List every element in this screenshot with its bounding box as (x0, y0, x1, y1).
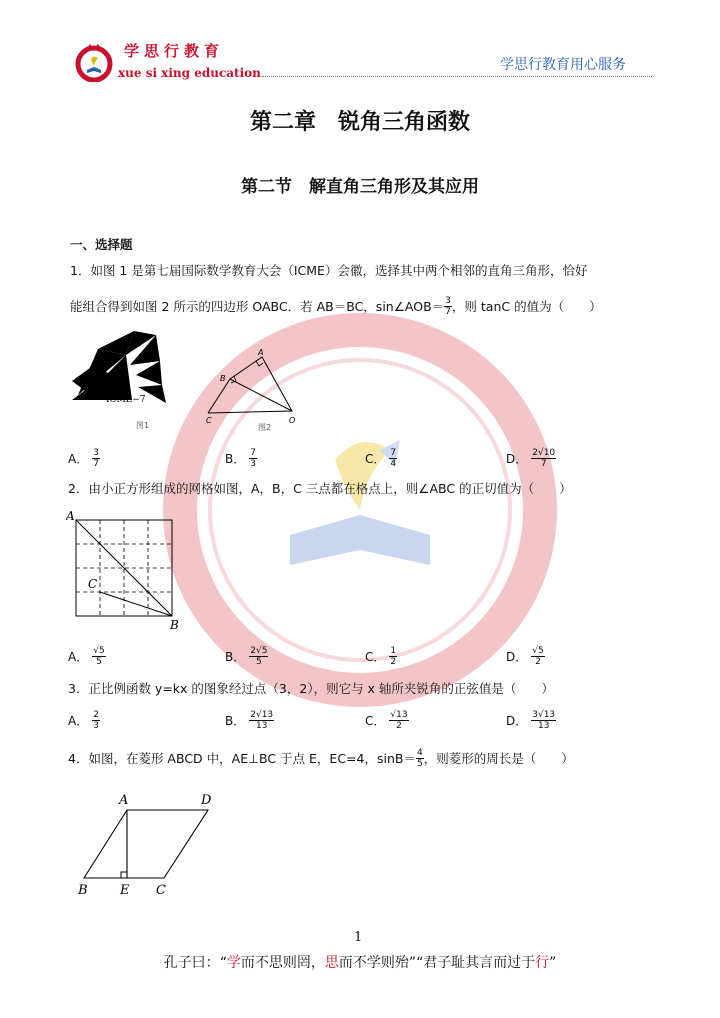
option-3a: A． $\frac{2}{3}$ (68, 710, 99, 731)
option-1d: D． $\frac{2√10}{7}$ (506, 448, 556, 469)
figure-rhombus (74, 790, 234, 902)
header-slogan: 学思行教育用心服务 (500, 57, 626, 73)
fraction: $\frac{3}{7}$ (445, 296, 451, 317)
page-number: 1 (354, 930, 363, 945)
point-a: A (258, 348, 264, 357)
grid-point-b: B (170, 618, 179, 632)
brand-name-en: xue si xing education (118, 66, 261, 80)
question-1-line1: 1．如图 1 是第七届国际数学教育大会（ICME）会徽，选择其中两个相邻的直角三角形，恰好 (70, 263, 588, 278)
rhombus-point-c: C (156, 883, 166, 898)
question-4 (68, 748, 574, 769)
header-divider (262, 76, 652, 77)
grid-point-c: C (88, 577, 98, 591)
brand-name-cn: 学思行教育 (124, 42, 225, 60)
option-3b: B． $\frac{2√13}{13}$ (225, 710, 274, 731)
question-1-line2 (70, 296, 602, 317)
option-1a: A． $\frac{3}{7}$ (68, 448, 99, 469)
figure-1-caption: ICME−7 (106, 395, 146, 405)
figure-grid (66, 508, 184, 632)
option-2d: D． $\frac{√5}{2}$ (506, 646, 544, 667)
option-2a: A． $\frac{√5}{5}$ (68, 646, 105, 667)
rhombus-point-b: B (78, 883, 88, 898)
rhombus-point-a: A (119, 793, 129, 808)
part-heading: 一、选择题 (70, 237, 133, 252)
point-o: O (289, 416, 296, 425)
question-2-text: 2．由小正方形组成的网格如图，A，B，C 三点都在格点上，则∠ABC 的正切值为（ ） (68, 481, 572, 496)
chapter-title: 第二章 锐角三角函数 (249, 110, 470, 135)
option-3c: C． $\frac{√13}{2}$ (365, 710, 408, 731)
section-title: 第二节 解直角三角形及其应用 (241, 177, 479, 197)
question-4-text-end: ，则菱形的周长是（ ） (423, 750, 574, 766)
question-3-text: 3．正比例函数 y=kx 的图象经过点（3，2），则它与 x 轴所夹锐角的正弦值是（ ） (68, 681, 554, 696)
rhombus-point-e: E (120, 883, 130, 898)
fraction: $\frac{4}{5}$ (416, 748, 423, 769)
question-4-text: 4．如图，在菱形 ABCD 中，AE⊥BC 于点 E，EC=4，sinB＝ (68, 750, 416, 766)
rhombus-point-d: D (201, 793, 212, 808)
point-c: C (206, 416, 212, 425)
option-3d: D． $\frac{3√13}{13}$ (506, 710, 556, 731)
option-2c: C． $\frac{1}{2}$ (365, 646, 397, 667)
option-2b: B． $\frac{2√5}{5}$ (225, 646, 268, 667)
figure-1-icme-logo (68, 325, 188, 435)
logo-emblem (72, 42, 116, 82)
figure-2-label: 图2 (258, 423, 272, 432)
footer-quote: 孔子曰：“学而不思则罔，思而不学则殆”“君子耻其言而过于行” (163, 955, 557, 971)
option-1b: B． $\frac{7}{3}$ (225, 448, 256, 469)
question-1-text: 能组合得到如图 2 所示的四边形 OABC．若 AB＝BC，sin∠AOB＝ (70, 298, 445, 314)
figure-2-quadrilateral (200, 345, 310, 435)
figure-1-label: 图1 (136, 421, 150, 430)
grid-point-a: A (66, 509, 75, 523)
question-1-text-end: ，则 tanC 的值为（ ） (451, 298, 602, 314)
point-b: B (220, 374, 226, 383)
option-1c: C． $\frac{7}{4}$ (365, 448, 397, 469)
